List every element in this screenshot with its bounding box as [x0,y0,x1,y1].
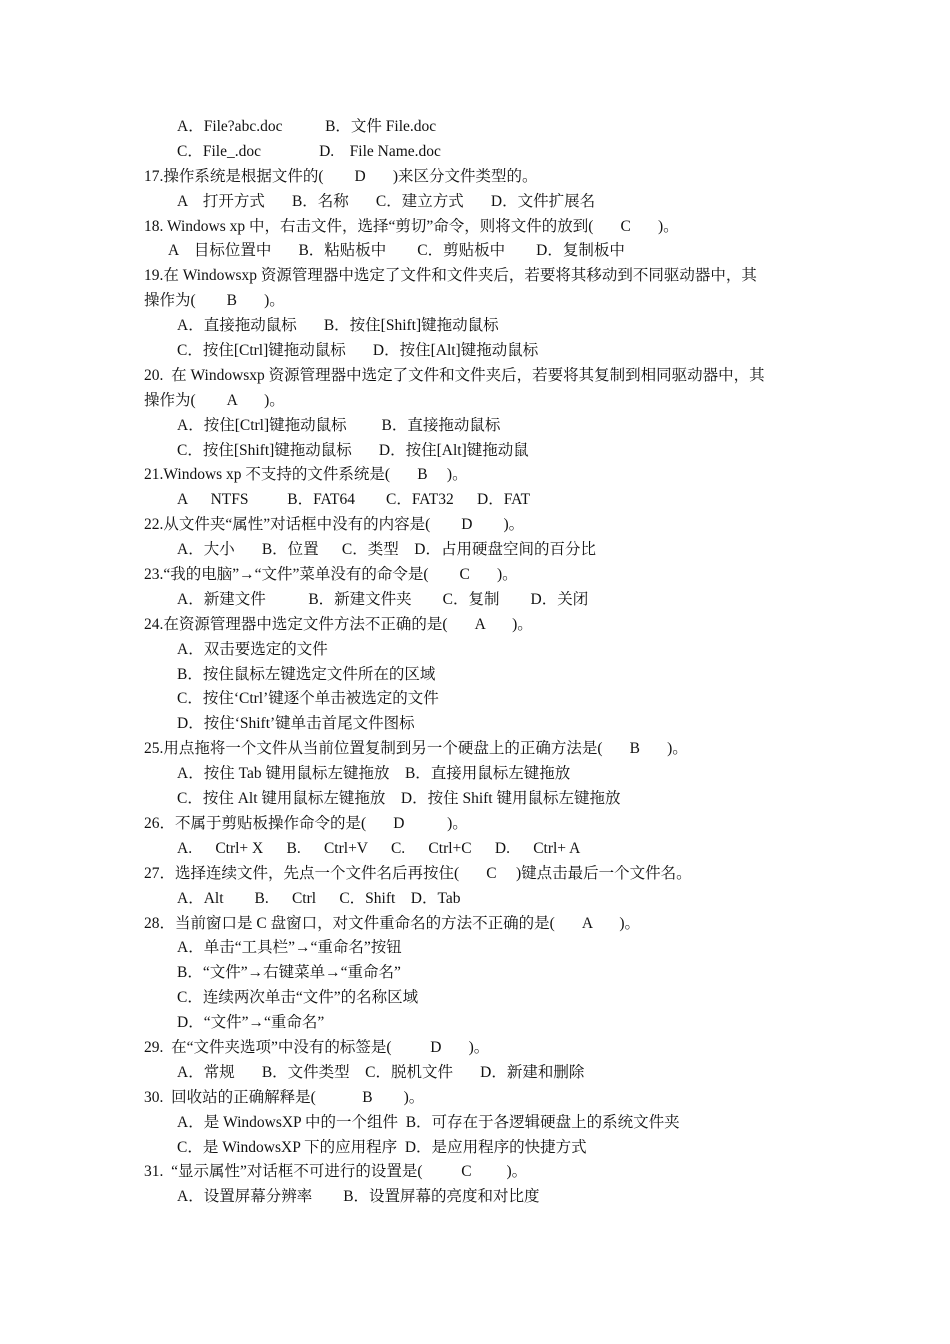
option-line: A．直接拖动鼠标 B．按住[Shift]键拖动鼠标 [177,317,499,335]
question-line: 30. 回收站的正确解释是( B )。 [144,1088,425,1106]
option-line: C．是 WindowsXP 下的应用程序 D．是应用程序的快捷方式 [177,1138,587,1156]
option-line: C．按住 Alt 键用鼠标左键拖放 D．按住 Shift 键用鼠标左键拖放 [177,790,621,808]
question-line: 31. “显示属性”对话框不可进行的设置是( C )。 [144,1163,528,1181]
question-line: 27．选择连续文件，先点一个文件名后再按住( C )键点击最后一个文件名。 [144,864,692,882]
option-line: A．设置屏幕分辨率 B．设置屏幕的亮度和对比度 [177,1188,540,1206]
option-line: A．常规 B．文件类型 C．脱机文件 D．新建和删除 [177,1063,585,1081]
question-line: 17.操作系统是根据文件的( D )来区分文件类型的。 [144,167,538,185]
question-line: 20. 在 Windowsxp 资源管理器中选定了文件和文件夹后，若要将其复制到相同驱动器中，其 [144,366,765,384]
option-line: C．File_.doc D. File Name.doc [177,142,441,160]
option-line: A 目标位置中 B．粘贴板中 C．剪贴板中 D．复制板中 [168,242,625,260]
option-line: A．新建文件 B．新建文件夹 C．复制 D．关闭 [177,590,589,608]
option-line: C．按住‘Ctrl’键逐个单击被选定的文件 [177,690,439,708]
question-line: 19.在 Windowsxp 资源管理器中选定了文件和文件夹后，若要将其移动到不同驱动器中，其 [144,267,757,285]
option-line: A. Ctrl+ X B. Ctrl+V C. Ctrl+C D. Ctrl+ A [177,839,581,857]
option-line: A．Alt B. Ctrl C．Shift D．Tab [177,889,461,907]
question-line: 操作为( B )。 [144,292,285,310]
question-line: 21.Windows xp 不支持的文件系统是( B )。 [144,466,468,484]
option-line: A．双击要选定的文件 [177,640,328,658]
question-line: 29. 在“文件夹选项”中没有的标签是( D )。 [144,1038,490,1056]
option-line: D．按住‘Shift’键单击首尾文件图标 [177,715,415,733]
option-line: A．按住 Tab 键用鼠标左键拖放 B．直接用鼠标左键拖放 [177,765,571,783]
question-line: 操作为( A )。 [144,391,285,409]
option-line: A．大小 B．位置 C．类型 D．占用硬盘空间的百分比 [177,541,596,559]
option-line: C．按住[Ctrl]键拖动鼠标 D．按住[Alt]键拖动鼠标 [177,342,539,360]
question-line: 24.在资源管理器中选定文件方法不正确的是( A )。 [144,615,533,633]
option-line: C．连续两次单击“文件”的名称区域 [177,989,419,1007]
option-line: A．File?abc.doc B．文件 File.doc [177,118,437,135]
option-line: A．单击“工具栏”→“重命名”按钮 [177,939,402,957]
question-line: 25.用点拖将一个文件从当前位置复制到另一个硬盘上的正确方法是( B )。 [144,740,688,758]
option-line: A．是 WindowsXP 中的一个组件 B．可存在于各逻辑硬盘上的系统文件夹 [177,1113,680,1131]
question-line: 28．当前窗口是 C 盘窗口，对文件重命名的方法不正确的是( A )。 [144,914,641,932]
option-line: B．按住鼠标左键选定文件所在的区域 [177,665,436,683]
option-line: A．按住[Ctrl]键拖动鼠标 B．直接拖动鼠标 [177,416,501,434]
question-line: 18. Windows xp 中，右击文件，选择“剪切”命令，则将文件的放到( C )。 [144,217,679,235]
option-line: A 打开方式 B．名称 C．建立方式 D．文件扩展名 [177,192,596,210]
option-line: C．按住[Shift]键拖动鼠标 D．按住[Alt]键拖动鼠 [177,441,529,459]
question-line: 26．不属于剪贴板操作命令的是( D )。 [144,814,468,832]
question-line: 23.“我的电脑”→“文件”菜单没有的命令是( C )。 [144,566,518,584]
option-line: B．“文件”→右键菜单→“重命名” [177,964,401,982]
option-line: D．“文件”→“重命名” [177,1014,325,1032]
option-line: A NTFS B．FAT64 C．FAT32 D．FAT [177,491,531,509]
document-content [144,115,824,1210]
question-line: 22.从文件夹“属性”对话框中没有的内容是( D )。 [144,516,525,534]
